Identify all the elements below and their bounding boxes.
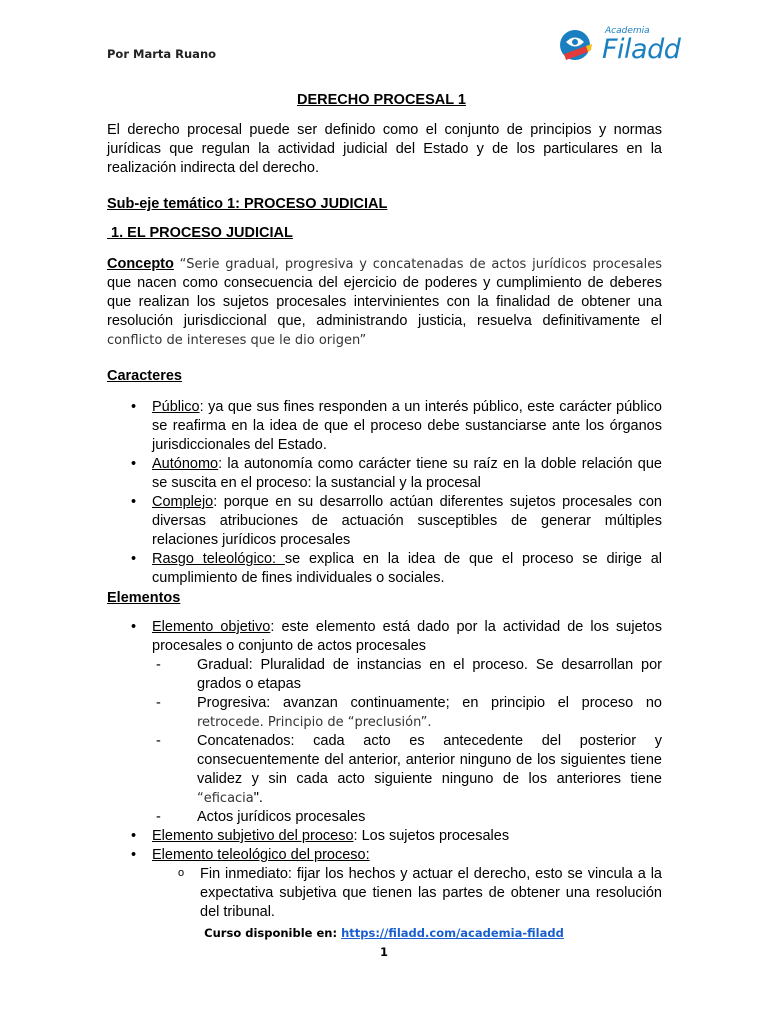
list-item	[107, 846, 662, 922]
sub-item-text: Fin inmediato: fijar los hechos y actuar el derecho, esto se vincula a la expectativa subjetiva que tienen las partes de obtener una resolución del tribunal.	[200, 866, 662, 920]
footer	[0, 926, 768, 940]
list-item	[152, 656, 662, 694]
sub-item-extra: “eficacia	[197, 791, 254, 806]
elementos-heading: Elementos	[107, 590, 181, 606]
sub-item-extra: retrocede. Principio de “preclusión”.	[197, 715, 432, 730]
elemento-term: Elemento teleológico del proceso:	[152, 847, 370, 863]
intro-paragraph: El derecho procesal puede ser definido como el conjunto de principios y normas jurídicas que regulan la actividad judicial del Estado y de los particulares en la realización indirecta del derecho.	[107, 122, 662, 176]
caracter-text: se explica en la idea de que el proceso se dirige al cumplimiento de fines individuales o sociales.	[152, 551, 662, 586]
list-item	[152, 865, 662, 922]
concepto-paragraph	[107, 255, 662, 350]
list-item	[107, 827, 662, 846]
list-item	[152, 808, 662, 827]
subeje-heading: Sub-eje temático 1: PROCESO JUDICIAL	[107, 196, 388, 212]
section-heading-text: 1. EL PROCESO JUDICIAL	[111, 225, 293, 241]
caracter-term: Autónomo	[152, 456, 219, 472]
author-header: Por Marta Ruano	[107, 47, 217, 61]
footer-link[interactable]: https://filadd.com/academia-filadd	[341, 926, 564, 940]
list-item	[107, 455, 662, 493]
logo-icon	[556, 24, 600, 66]
logo-academia-text: Academia	[605, 26, 650, 36]
caracter-text: : ya que sus fines responden a un interés público, este carácter público se reafirma en la idea de que el proceso debe sustanciarse ante los órganos jurisdiccionales del Estado.	[152, 399, 662, 453]
list-item	[107, 550, 662, 588]
elemento-term: Elemento objetivo	[152, 619, 271, 635]
sub-item-text: Actos jurídicos procesales	[197, 809, 366, 825]
sub-item-text: Progresiva: avanzan continuamente; en principio el proceso no	[197, 695, 662, 711]
sub-item-tail: ".	[253, 790, 263, 806]
list-item	[107, 398, 662, 455]
caracteres-list	[107, 398, 662, 588]
caracter-term: Público	[152, 399, 200, 415]
elemento-text: : este elemento está dado por la actividad de los sujetos procesales o conjunto de actos procesales	[152, 619, 662, 654]
elementos-list	[107, 618, 662, 922]
list-item	[152, 694, 662, 732]
elemento-text: : Los sujetos procesales	[353, 828, 510, 844]
sub-item-text: Gradual: Pluralidad de instancias en el proceso. Se desarrollan por grados o etapas	[197, 657, 662, 692]
list-item	[107, 493, 662, 550]
document-body	[107, 121, 662, 922]
page-number: 1	[379, 945, 388, 959]
concepto-label: Concepto	[107, 256, 174, 272]
footer-label: Curso disponible en:	[204, 926, 342, 940]
section-heading	[107, 224, 662, 243]
logo-filadd-text: Filadd	[602, 34, 681, 65]
list-item	[152, 732, 662, 808]
filadd-logo	[556, 24, 680, 74]
concepto-text: que nacen como consecuencia del ejercicio de poderes y cumplimiento de deberes que realizan los sujetos procesales intervinientes con la finalidad de obtener una resolución jurisdiccional que, administrando justicia, resuelva definitivamente el	[107, 275, 662, 329]
document-title: DERECHO PROCESAL 1	[297, 92, 466, 108]
caracter-term: Rasgo teleológico:	[152, 551, 285, 567]
elemento-term: Elemento subjetivo del proceso	[152, 828, 354, 844]
sub-item-text: Concatenados: cada acto es antecedente del posterior y consecuentemente del anterior, anterior ninguno de los siguientes tiene validez y sin cada acto siguiente ninguno de los anteriores tiene	[197, 733, 662, 787]
concepto-quote-start: “Serie gradual, progresiva y concatenadas de actos jurídicos procesales	[179, 257, 662, 272]
concepto-quote-end: conflicto de intereses que le dio origen”	[107, 333, 367, 348]
caracter-term: Complejo	[152, 494, 214, 510]
caracter-text: : la autonomía como carácter tiene su raíz en la doble relación que se suscita en el proceso: la sustancial y la procesal	[152, 456, 662, 491]
teleologico-sublist	[152, 865, 662, 922]
caracteres-heading: Caracteres	[107, 368, 182, 384]
list-item	[107, 618, 662, 827]
caracter-text: : porque en su desarrollo actúan diferentes sujetos procesales con diversas atribuciones de actuación susceptibles de generar múltiples relaciones jurídicos procesales	[152, 494, 662, 548]
objetivo-sublist	[152, 656, 662, 827]
